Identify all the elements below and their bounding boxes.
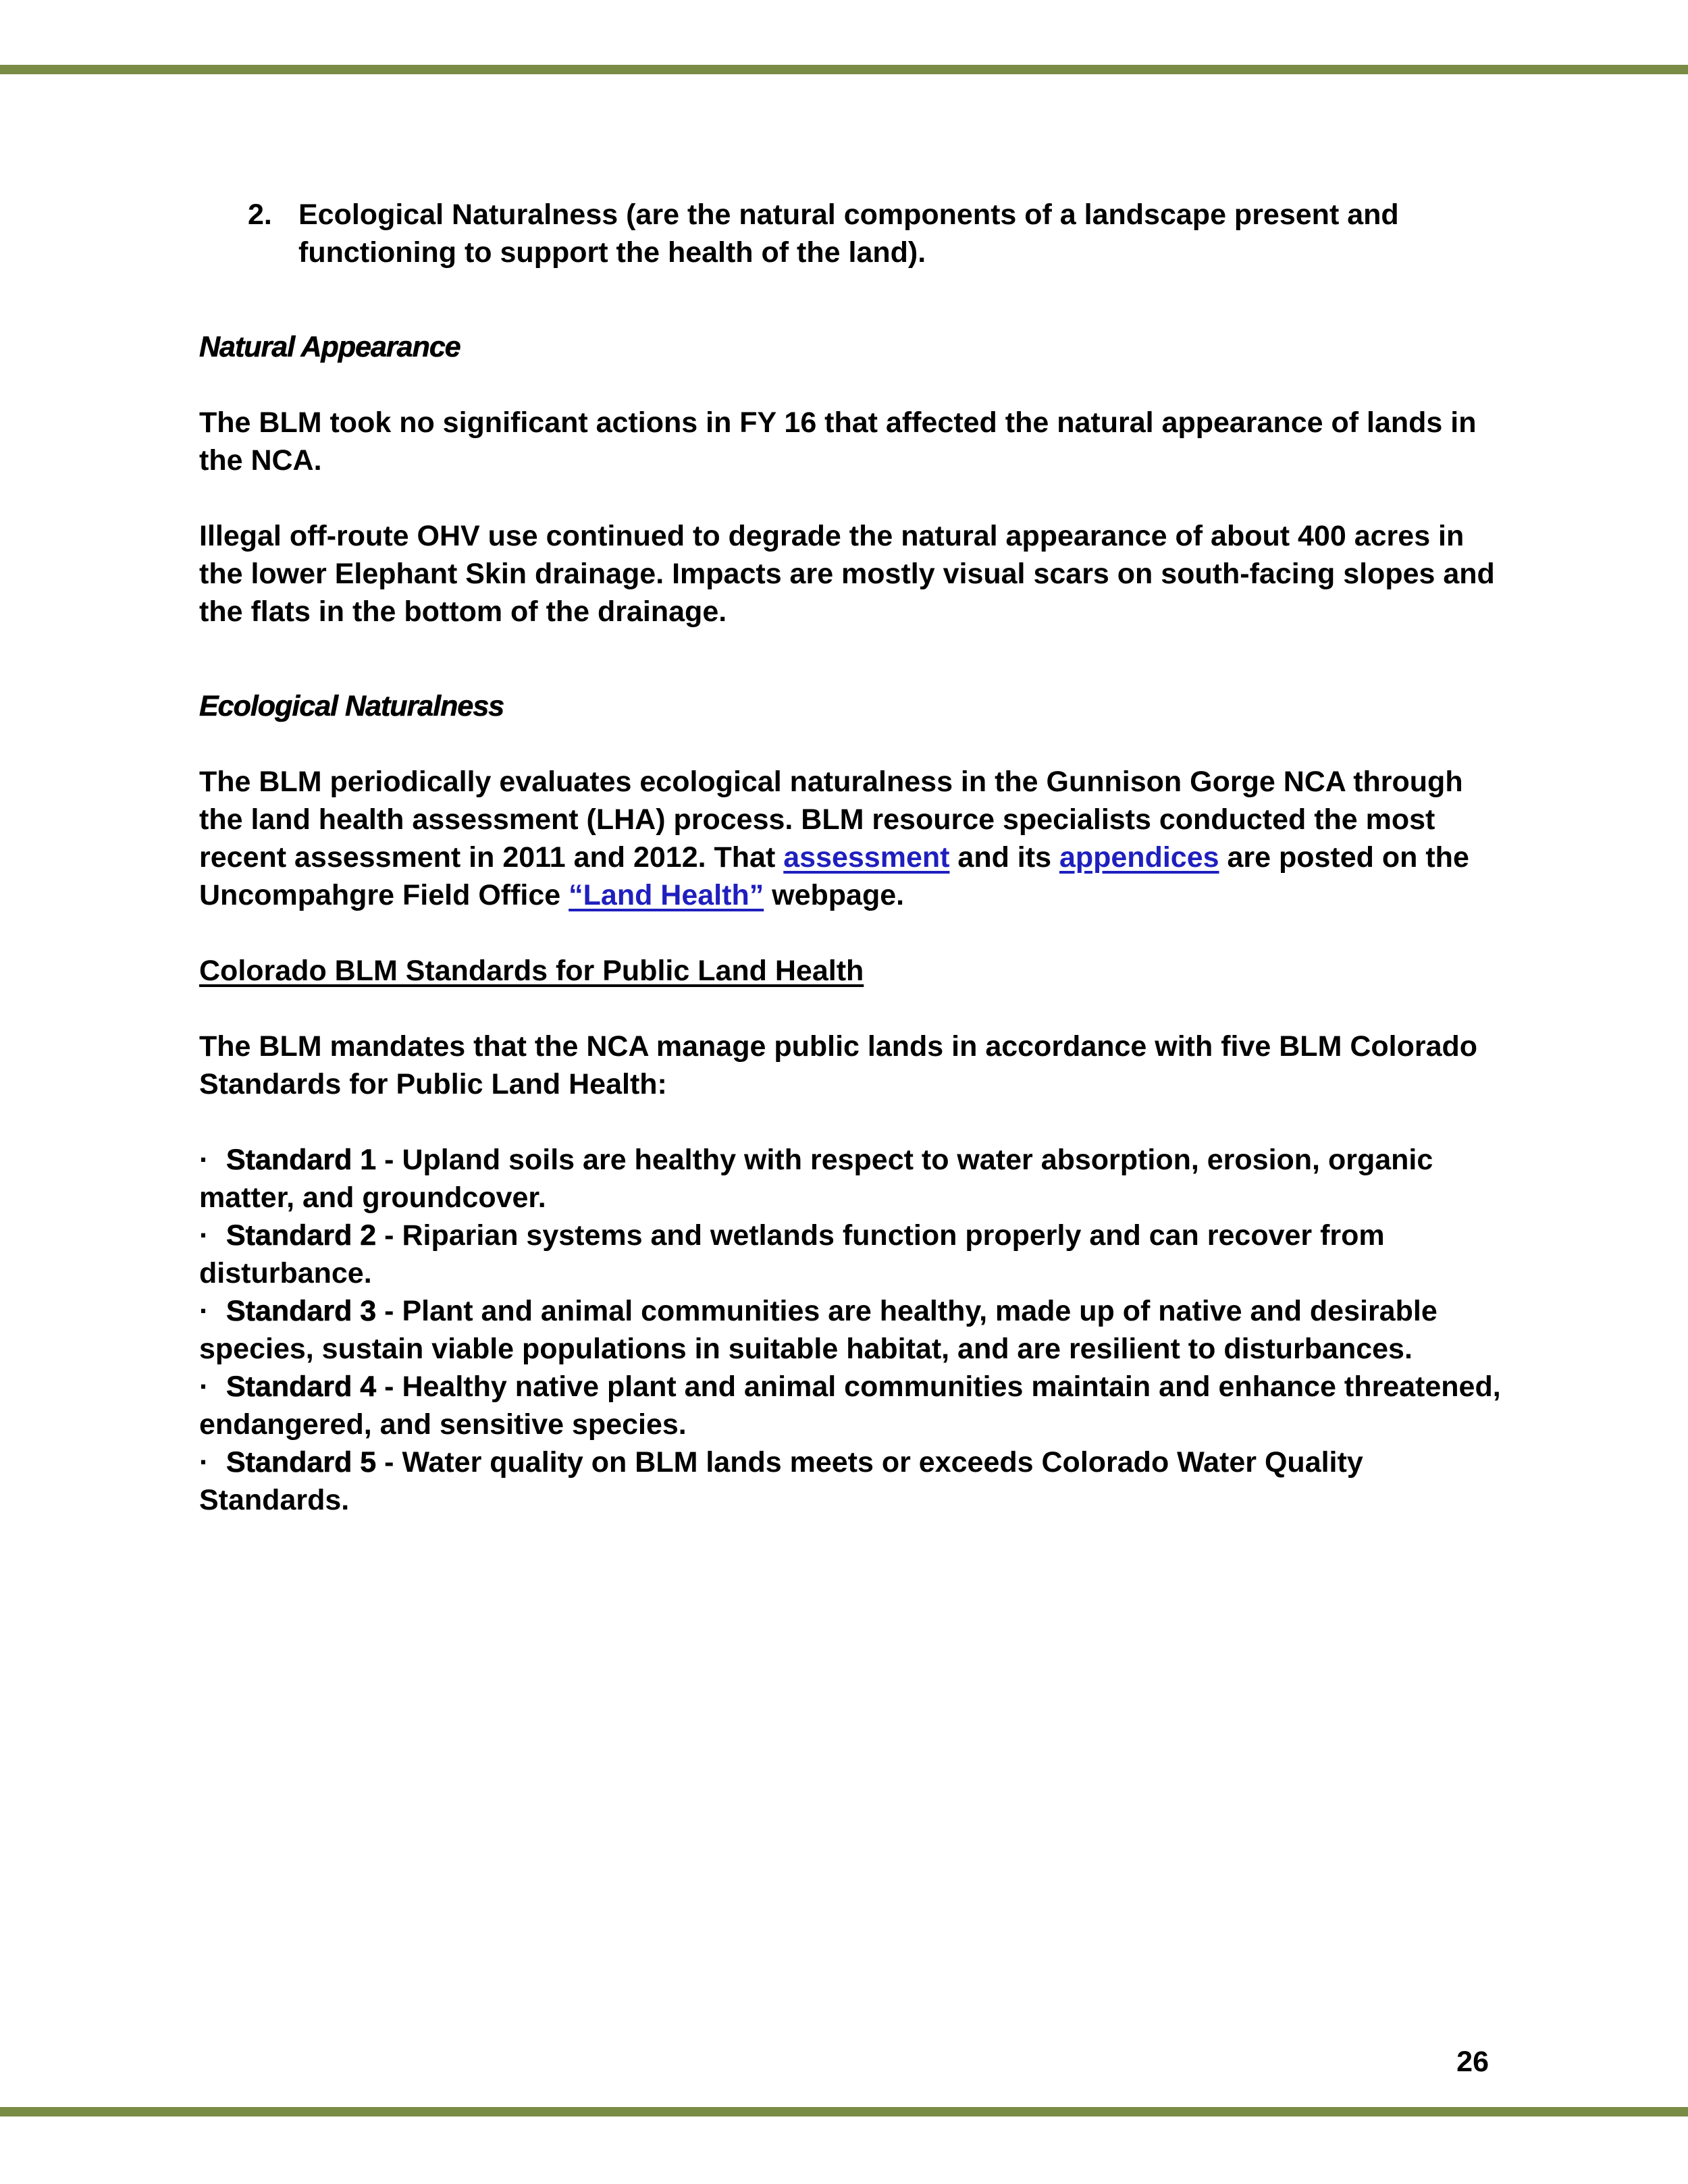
standard-text: - Plant and animal communities are healthy, made up of native and desirable species, sustain viable populations in suitable habitat, and are resilient to disturbances.: [199, 1295, 1438, 1365]
standard-item-1: [199, 1141, 1502, 1217]
standard-text: - Water quality on BLM lands meets or exceeds Colorado Water Quality Standards.: [199, 1446, 1363, 1516]
standard-item-2: [199, 1217, 1502, 1292]
list-number: 2.: [248, 198, 272, 231]
standard-item-3: [199, 1292, 1502, 1368]
assessment-link[interactable]: assessment: [783, 841, 950, 874]
land-health-link[interactable]: “Land Health”: [569, 879, 764, 911]
page-content: [199, 196, 1502, 1519]
standards-heading: Colorado BLM Standards for Public Land Health: [199, 955, 864, 987]
page-number: 26: [1456, 2046, 1489, 2078]
bullet-glyph: ·: [199, 1219, 209, 1252]
standard-item-5: [199, 1443, 1502, 1519]
bottom-rule: [0, 2107, 1688, 2116]
top-rule: [0, 65, 1688, 74]
standard-text: - Upland soils are healthy with respect to water absorption, erosion, organic matter, and groundcover.: [199, 1144, 1433, 1214]
standard-text: - Riparian systems and wetlands function properly and can recover from disturbance.: [199, 1219, 1385, 1289]
natural-appearance-heading: Natural Appearance: [199, 331, 460, 363]
bullet-glyph: ·: [199, 1144, 209, 1176]
para-text-3: are posted on the Uncompahgre Field Office: [199, 841, 1469, 911]
list-item-text: Ecological Naturalness (are the natural components of a landscape present and functioning to support the health of the land).: [298, 198, 1399, 269]
standard-label: Standard 5: [226, 1446, 377, 1479]
standard-label: Standard 4: [226, 1370, 377, 1403]
natural-appearance-paragraph-2: Illegal off-route OHV use continued to degrade the natural appearance of about 400 acres in the lower Elephant Skin drainage. Impacts are mostly visual scars on south-facing slopes and the flats in the bottom of the drainage.: [199, 520, 1495, 628]
natural-appearance-paragraph-1: The BLM took no significant actions in FY 16 that affected the natural appearance of lands in the NCA.: [199, 406, 1477, 477]
standards-list: [199, 1141, 1502, 1519]
bullet-glyph: ·: [199, 1370, 209, 1403]
bullet-glyph: ·: [199, 1446, 209, 1479]
appendices-link[interactable]: appendices: [1059, 841, 1219, 874]
para-text-4: webpage.: [764, 879, 905, 911]
standard-text: - Healthy native plant and animal communities maintain and enhance threatened, endangered, and sensitive species.: [199, 1370, 1501, 1441]
ecological-naturalness-heading: Ecological Naturalness: [199, 690, 504, 722]
standards-intro: The BLM mandates that the NCA manage public lands in accordance with five BLM Colorado Standards for Public Land Health:: [199, 1030, 1478, 1100]
bullet-glyph: ·: [199, 1295, 209, 1327]
para-text-2: and its: [949, 841, 1059, 874]
standard-label: Standard 1: [226, 1144, 377, 1176]
standard-label: Standard 3: [226, 1295, 377, 1327]
ecological-naturalness-paragraph: [199, 763, 1502, 914]
para-text-1: The BLM periodically evaluates ecological naturalness in the Gunnison Gorge NCA through the land health assessment (LHA) process. BLM resource specialists conducted the most recent assessment in 2011 and 2012. That: [199, 766, 1463, 874]
standard-item-4: [199, 1368, 1502, 1443]
standard-label: Standard 2: [226, 1219, 377, 1252]
numbered-list-item: [248, 196, 1502, 271]
